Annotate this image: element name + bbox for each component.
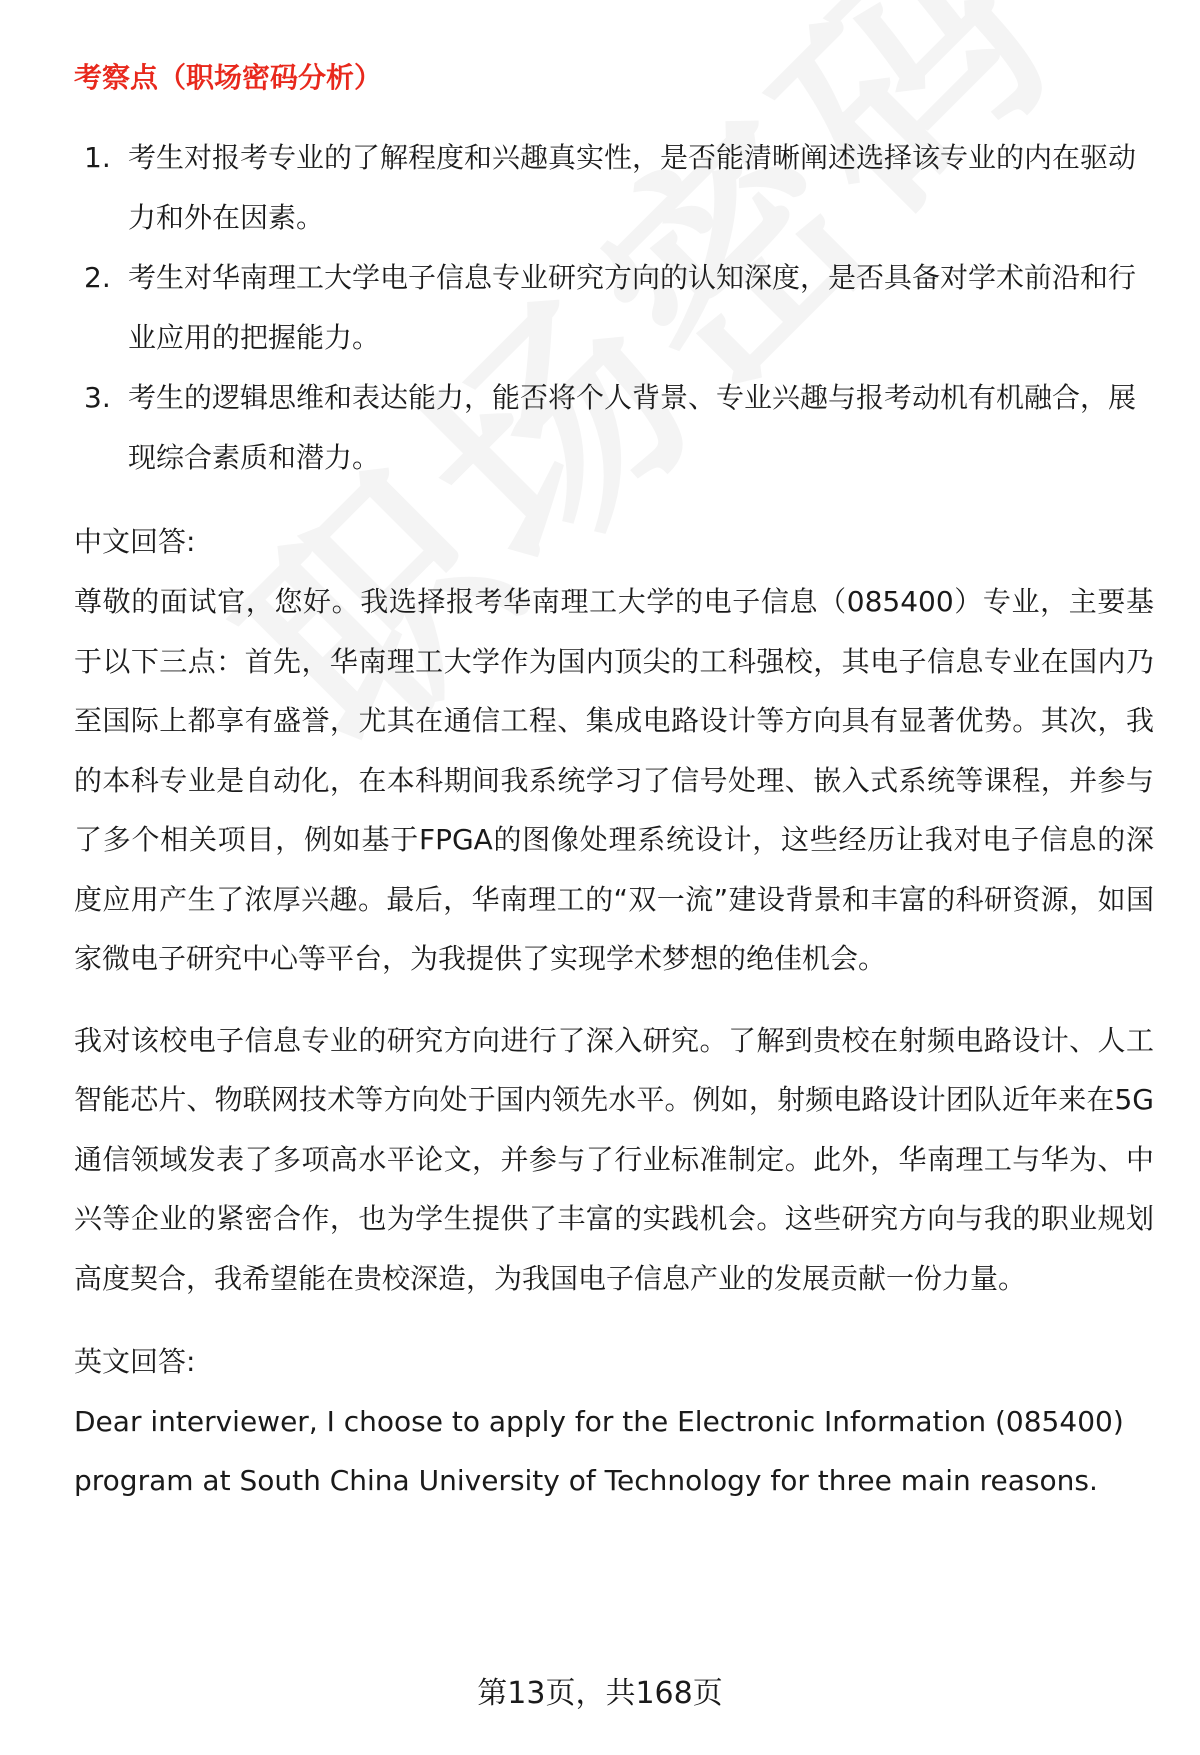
chinese-answer-paragraph: 我对该校电子信息专业的研究方向进行了深入研究。了解到贵校在射频电路设计、人工智能芯片、物联网技术等方向处于国内领先水平。例如，射频电路设计团队近年来在5G通信领域发表了多项高水平论文，并参与了行业标准制定。此外，华南理工与华为、中兴等企业的紧密合作，也为学生提供了丰富的实践机会。这些研究方向与我的职业规划高度契合，我希望能在贵校深造，为我国电子信息产业的发展贡献一份力量。 — [74, 1023, 1154, 1295]
chinese-answer-paragraph: 尊敬的面试官，您好。我选择报考华南理工大学的电子信息（085400）专业，主要基于以下三点：首先，华南理工大学作为国内顶尖的工科强校，其电子信息专业在国内乃至国际上都享有盛誉，尤其在通信工程、集成电路设计等方向具有显著优势。其次，我的本科专业是自动化，在本科期间我系统学习了信号处理、嵌入式系统等课程，并参与了多个相关项目，例如基于FPGA的图像处理系统设计，这些经历让我对电子信息的深度应用产生了浓厚兴趣。最后，华南理工的“双一流”建设背景和丰富的科研资源，如国家微电子研究中心等平台，为我提供了实现学术梦想的绝佳机会。 — [74, 585, 1154, 975]
list-item-text: 考生对报考专业的了解程度和兴趣真实性，是否能清晰阐述选择该专业的内在驱动力和外在因素。 — [128, 141, 1137, 234]
list-item-number: 1. — [84, 141, 111, 174]
list-item-text: 考生对华南理工大学电子信息专业研究方向的认知深度，是否具备对学术前沿和行业应用的把握能力。 — [128, 261, 1137, 354]
english-answer-label: 英文回答: — [74, 1345, 196, 1378]
assessment-points-list — [74, 128, 1154, 488]
chinese-answer-label: 中文回答: — [74, 525, 196, 558]
list-item-number: 3. — [84, 381, 111, 414]
list-item — [74, 128, 1154, 248]
document-page — [74, 56, 1154, 1510]
section-title: 考察点（职场密码分析） — [74, 61, 383, 94]
page-number: 第13页，共168页 — [477, 1676, 723, 1711]
list-item-number: 2. — [84, 261, 111, 294]
list-item — [74, 368, 1154, 488]
list-item-text: 考生的逻辑思维和表达能力，能否将个人背景、专业兴趣与报考动机有机融合，展现综合素质和潜力。 — [128, 381, 1137, 474]
list-item — [74, 248, 1154, 368]
english-answer-text: Dear interviewer, I choose to apply for the Electronic Information (085400) program at South China University of Technology for three main reasons. — [74, 1405, 1124, 1497]
